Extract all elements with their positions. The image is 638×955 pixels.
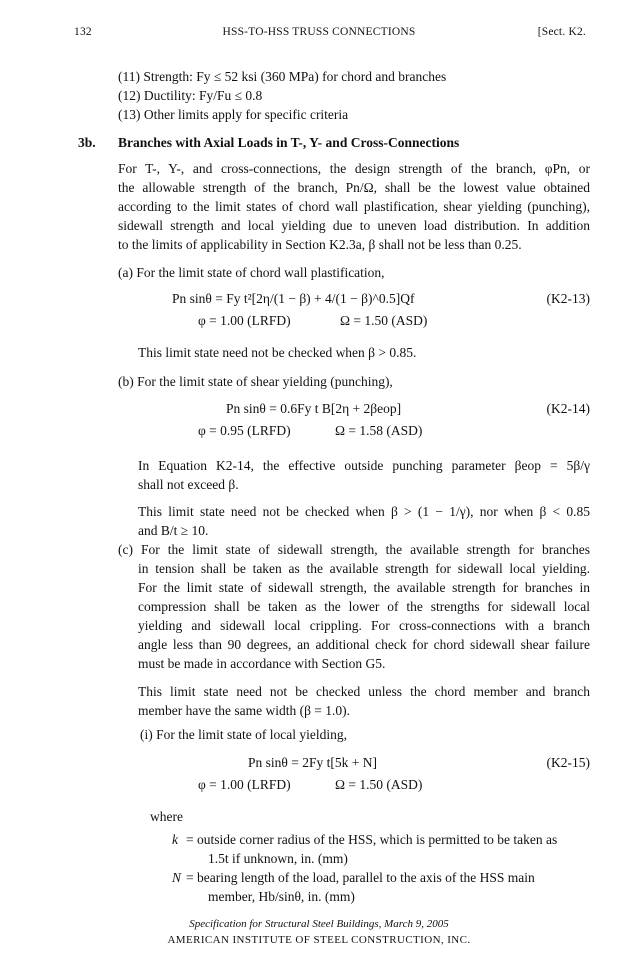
equation-k2-14: Pn sinθ = 0.6Fy t B[2η + 2βeop] xyxy=(226,401,402,416)
part-c-line: angle less than 90 degrees, an additional check for chord sidewall shear failure xyxy=(138,637,590,652)
part-c-line: must be made in accordance with Section G5. xyxy=(138,656,386,671)
part-c-line: yielding and sidewall local crippling. For cross-connections with a branch xyxy=(138,618,590,633)
omega-asd: Ω = 1.58 (ASD) xyxy=(335,423,423,438)
limit-item-11: (11) Strength: Fy ≤ 52 ksi (360 MPa) for chord and branches xyxy=(118,69,447,84)
definition-symbol: k xyxy=(172,832,178,847)
omega-asd: Ω = 1.50 (ASD) xyxy=(340,313,428,328)
part-c-line: compression shall be taken as the lower of the strengths for sidewall local xyxy=(138,599,590,614)
part-a-note: This limit state need not be checked when β > 0.85. xyxy=(138,345,417,360)
intro-line: For T-, Y-, and cross-connections, the design strength of the branch, φPn, or xyxy=(118,161,590,176)
phi-lrfd: φ = 1.00 (LRFD) xyxy=(198,313,291,328)
part-c-note: This limit state need not be checked unless the chord member and branch xyxy=(138,684,590,699)
page-number: 132 xyxy=(74,26,92,38)
intro-line: sidewall strength and local yielding due to uneven load distribution. In addition xyxy=(118,218,590,233)
part-c-note: member have the same width (β = 1.0). xyxy=(138,703,351,718)
intro-line: the allowable strength of the branch, Pn/Ω, shall be the lowest value obtained xyxy=(118,180,590,195)
phi-lrfd: φ = 0.95 (LRFD) xyxy=(198,423,291,438)
definition-text: = bearing length of the load, parallel to the axis of the HSS main xyxy=(186,870,535,885)
footer-organization: AMERICAN INSTITUTE OF STEEL CONSTRUCTION, INC. xyxy=(167,934,471,946)
running-title: HSS-TO-HSS TRUSS CONNECTIONS xyxy=(222,26,416,38)
section-ref: [Sect. K2. xyxy=(537,26,586,38)
part-c-i-heading: (i) For the limit state of local yielding, xyxy=(140,727,347,742)
definition-symbol: N xyxy=(172,870,182,885)
definition-text: = outside corner radius of the HSS, which is permitted to be taken as xyxy=(186,832,558,847)
definition-text: 1.5t if unknown, in. (mm) xyxy=(208,851,348,866)
part-c-line: (c) For the limit state of sidewall strength, the available strength for branches xyxy=(118,542,590,557)
limit-item-13: (13) Other limits apply for specific criteria xyxy=(118,107,349,122)
intro-line: according to the limit states of chord wall plastification, shear yielding (punching), xyxy=(118,199,590,214)
eq-number-k2-14: (K2-14) xyxy=(546,401,590,416)
part-c-line: For the limit state of sidewall strength, the available strength for branches in xyxy=(138,580,590,595)
omega-asd: Ω = 1.50 (ASD) xyxy=(335,777,423,792)
equation-k2-13: Pn sinθ = Fy t²[2η/(1 − β) + 4/(1 − β)^0.5]Qf xyxy=(172,291,415,306)
eq-number-k2-15: (K2-15) xyxy=(546,755,590,770)
intro-line: to the limits of applicability in Section K2.3a, β shall not be less than 0.25. xyxy=(118,237,522,252)
where-label: where xyxy=(150,809,183,824)
eq-number-k2-13: (K2-13) xyxy=(546,291,590,306)
part-a-heading: (a) For the limit state of chord wall plastification, xyxy=(118,265,385,280)
footer-spec-title: Specification for Structural Steel Buildings, March 9, 2005 xyxy=(189,918,449,930)
section-number: 3b. xyxy=(78,135,96,150)
part-b-paragraph: In Equation K2-14, the effective outside punching parameter βeop = 5β/γ xyxy=(138,458,590,473)
section-title: Branches with Axial Loads in T-, Y- and Cross-Connections xyxy=(118,135,460,150)
definition-text: member, Hb/sinθ, in. (mm) xyxy=(208,889,355,904)
part-c-line: in tension shall be taken as the available strength for sidewall local yielding. xyxy=(138,561,590,576)
phi-lrfd: φ = 1.00 (LRFD) xyxy=(198,777,291,792)
part-b-note: and B/t ≥ 10. xyxy=(138,523,209,538)
part-b-heading: (b) For the limit state of shear yielding (punching), xyxy=(118,374,393,389)
part-b-paragraph: shall not exceed β. xyxy=(138,477,239,492)
equation-k2-15: Pn sinθ = 2Fy t[5k + N] xyxy=(248,755,377,770)
part-b-note: This limit state need not be checked when β > (1 − 1/γ), nor when β < 0.85 xyxy=(138,504,590,519)
limit-item-12: (12) Ductility: Fy/Fu ≤ 0.8 xyxy=(118,88,263,103)
